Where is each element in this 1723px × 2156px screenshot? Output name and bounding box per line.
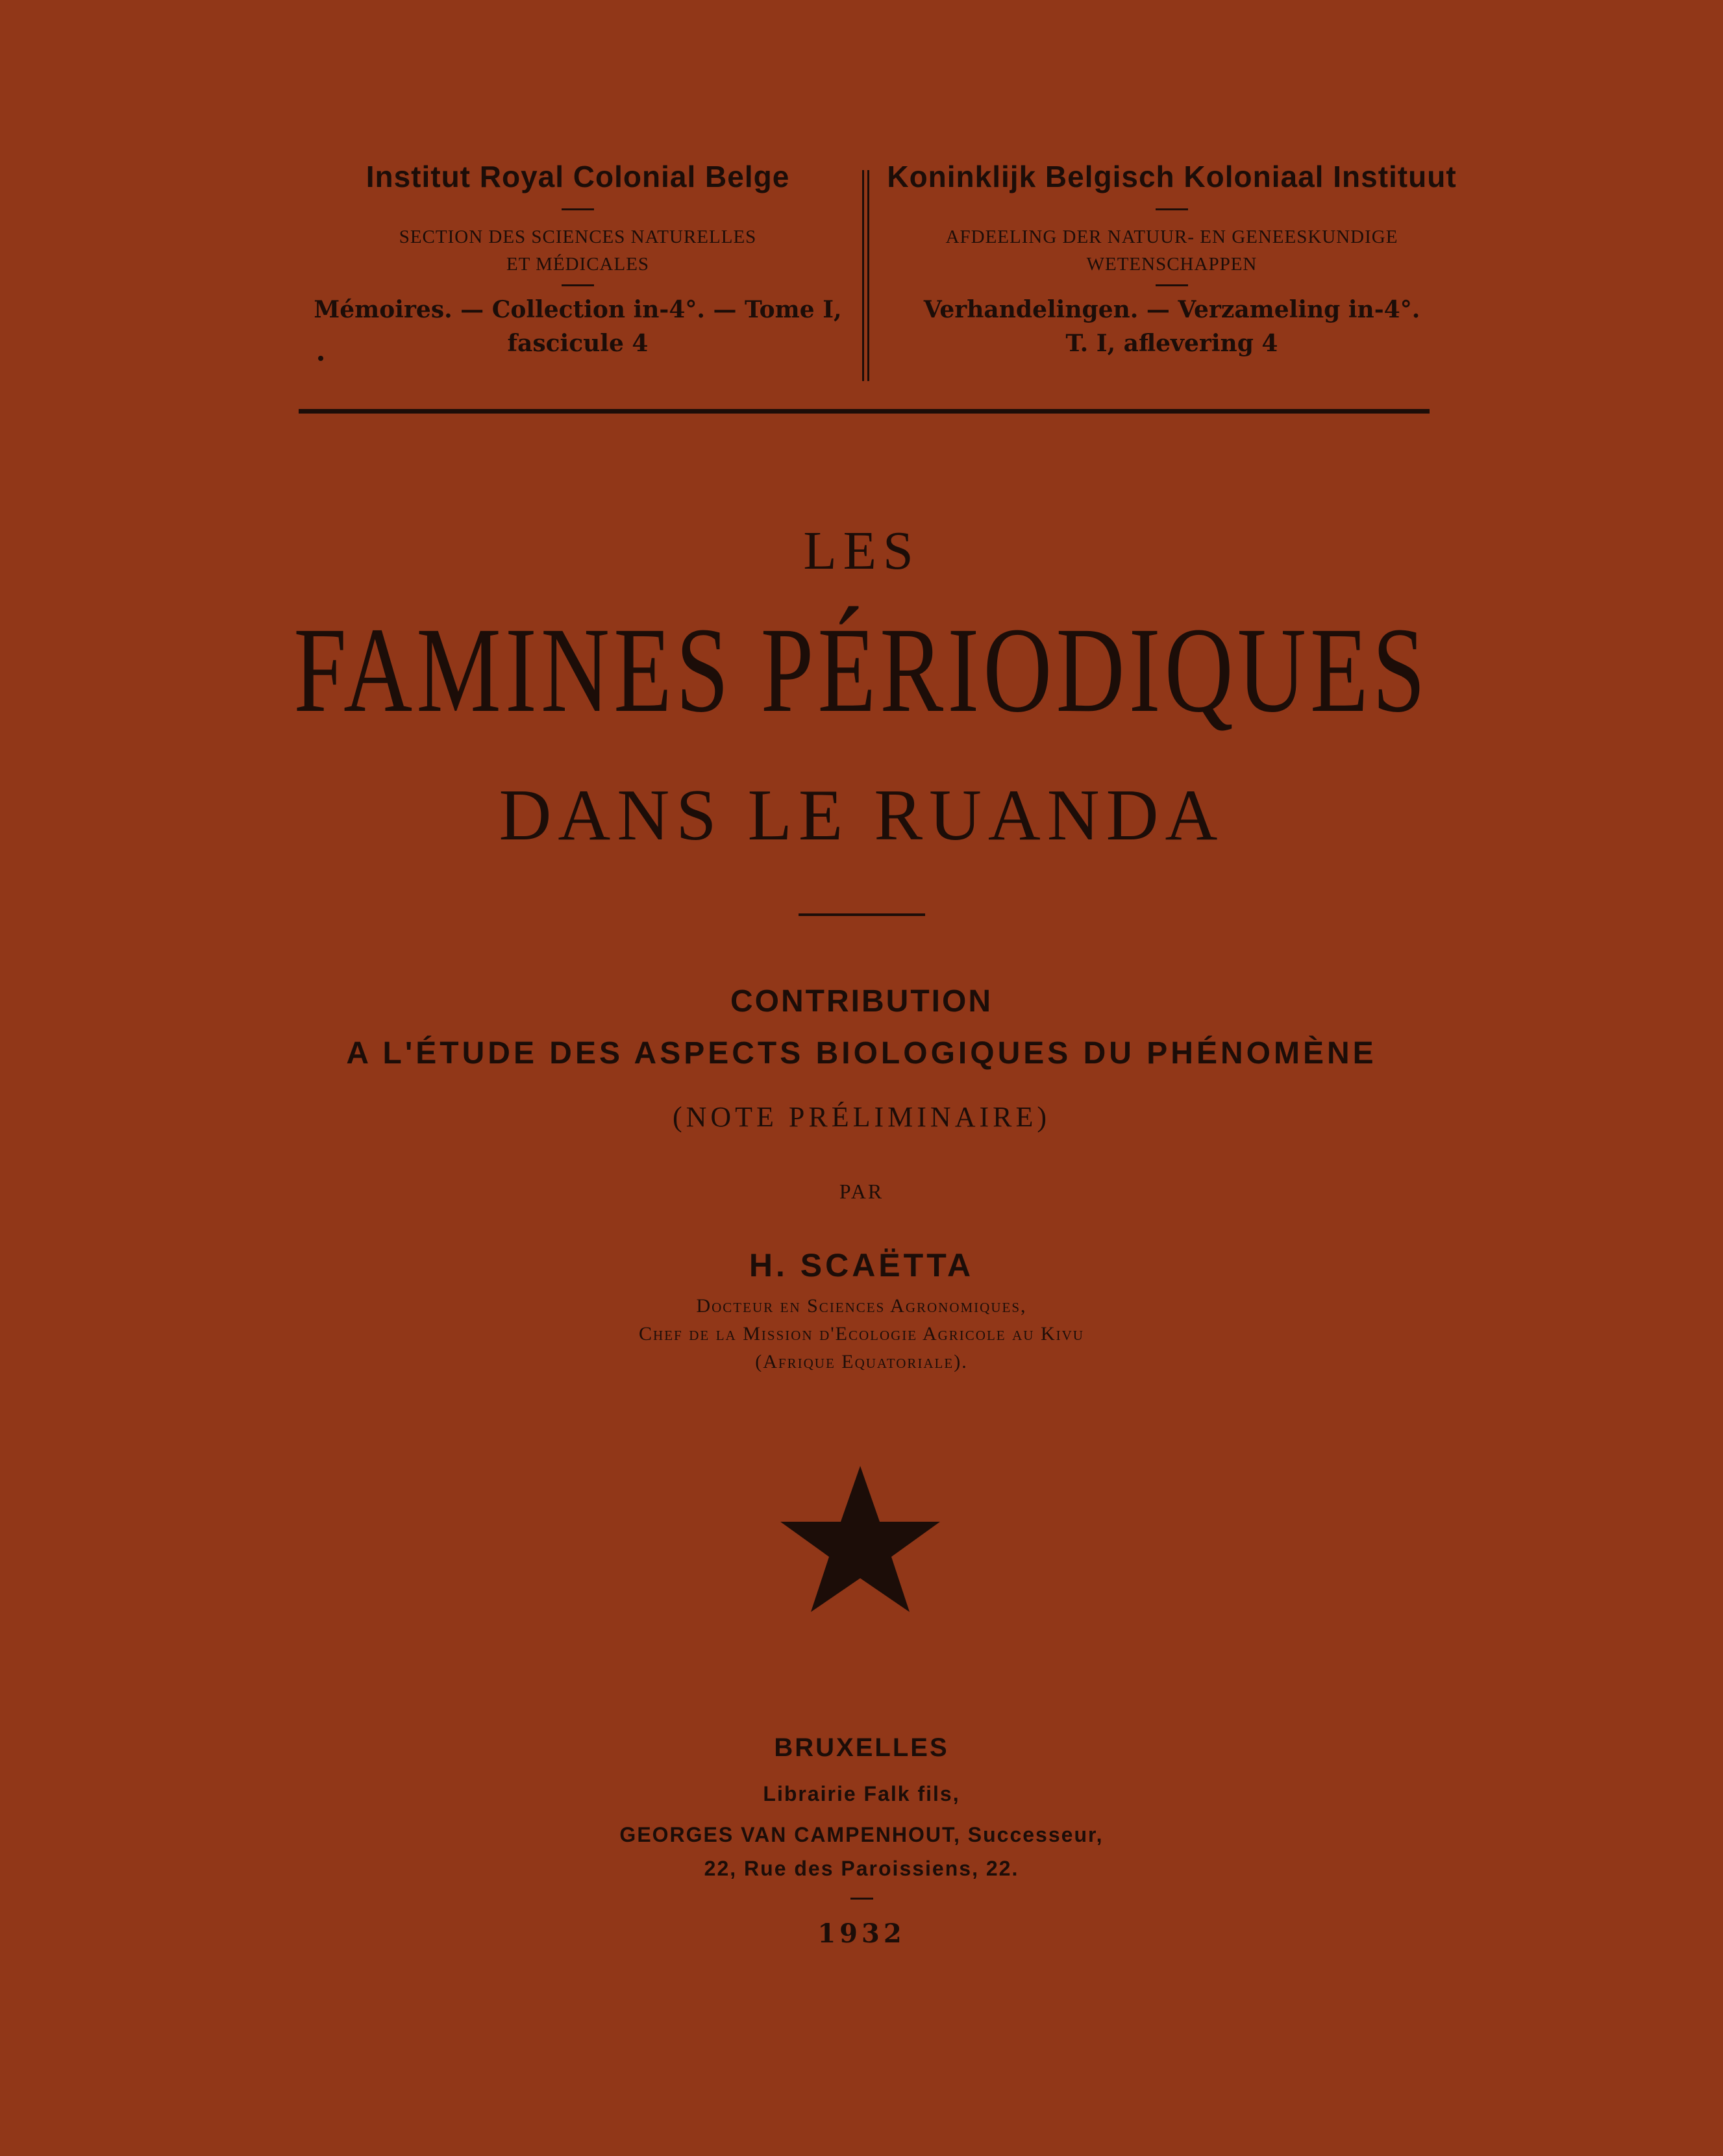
column-divider (867, 170, 869, 381)
institute-name-fr: Institut Royal Colonial Belge (366, 160, 790, 193)
header-dash (562, 208, 594, 210)
publication-year: 1932 (817, 1918, 906, 1949)
memo-line-1: Mémoires. — Collection in-4°. — Tome I, (314, 296, 842, 323)
author-credentials (0, 1292, 1723, 1376)
stray-dot (318, 356, 323, 361)
section-line-2: WETENSCHAPPEN (1086, 254, 1258, 275)
header-dash (562, 284, 594, 286)
title-rule (799, 913, 925, 916)
header-right (880, 159, 1464, 360)
header-rule (299, 409, 1430, 414)
credential-line-3: (Afrique Equatoriale). (755, 1351, 968, 1372)
header-dash (1156, 284, 1188, 286)
memo-line-2: T. I, aflevering 4 (1065, 330, 1278, 357)
publisher-line-3: 22, Rue des Paroissiens, 22. (704, 1857, 1019, 1880)
header-dash (1156, 208, 1188, 210)
section-line-1: AFDEELING DER NATUUR- EN GENEESKUNDIGE (945, 227, 1398, 247)
memo-line-1: Verhandelingen. — Verzameling in-4°. (923, 296, 1420, 323)
publisher-line-1: Librairie Falk fils, (763, 1782, 960, 1805)
title-line-3: DANS LE RUANDA (499, 775, 1224, 856)
publisher-line-2: GEORGES VAN CAMPENHOUT, Successeur, (619, 1823, 1104, 1846)
title-line-2: FAMINES PÉRIODIQUES (293, 602, 1430, 737)
subtitle-note: (NOTE PRÉLIMINAIRE) (672, 1101, 1051, 1133)
by-label: PAR (839, 1180, 884, 1203)
header-left (299, 159, 857, 360)
author-name: H. SCAËTTA (749, 1247, 974, 1283)
title-line-1: LES (803, 521, 920, 581)
institute-name-nl: Koninklijk Belgisch Koloniaal Instituut (887, 160, 1457, 193)
memo-line-2: fascicule 4 (507, 330, 649, 357)
publisher-city: BRUXELLES (774, 1733, 949, 1762)
credential-line-2: Chef de la Mission d'Ecologie Agricole au Kivu (639, 1323, 1084, 1344)
subtitle-line-1: CONTRIBUTION (730, 984, 993, 1019)
publisher-rule (850, 1898, 873, 1900)
column-divider (862, 170, 864, 381)
section-line-1: SECTION DES SCIENCES NATURELLES (399, 227, 757, 247)
subtitle-line-2: A L'ÉTUDE DES ASPECTS BIOLOGIQUES DU PHÉNOMÈNE (346, 1036, 1377, 1071)
star-icon (778, 1466, 943, 1612)
credential-line-1: Docteur en Sciences Agronomiques, (696, 1295, 1027, 1317)
section-line-2: ET MÉDICALES (506, 254, 650, 275)
